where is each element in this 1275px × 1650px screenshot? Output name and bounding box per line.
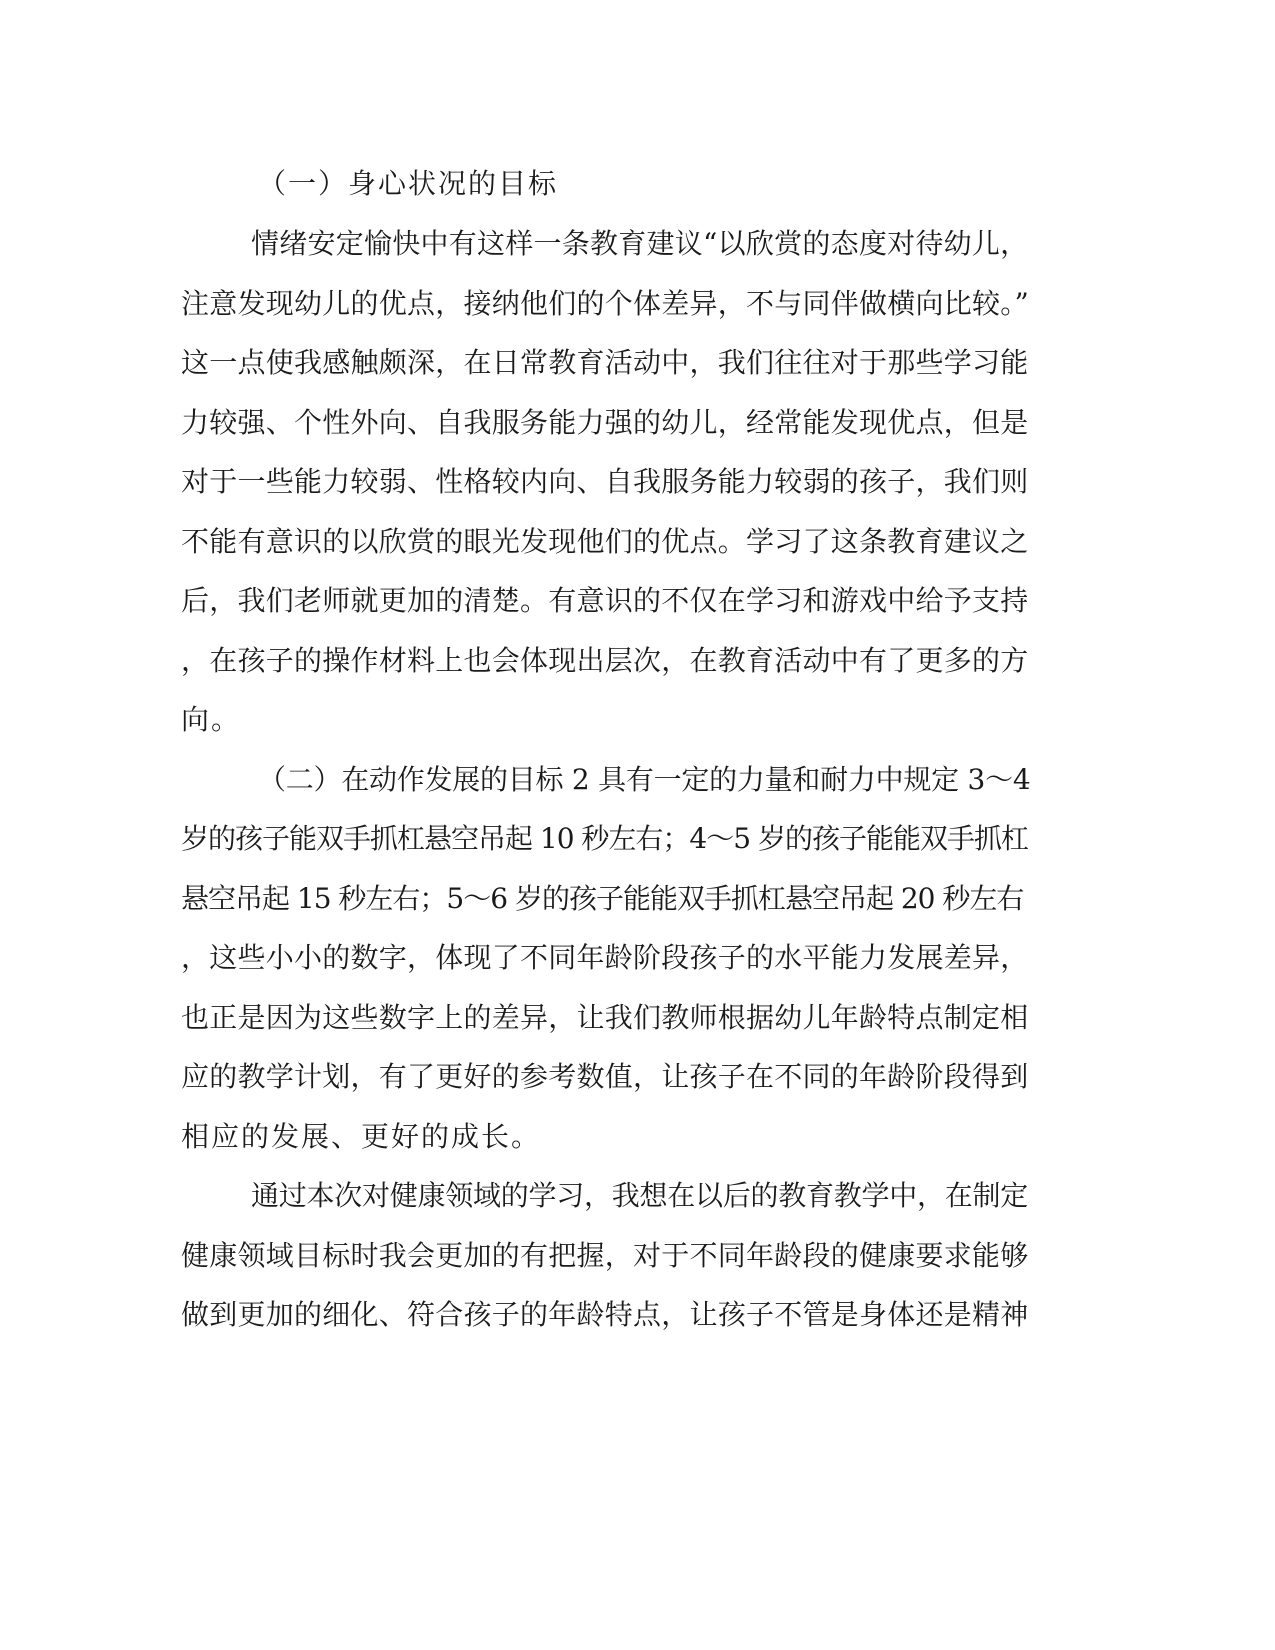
paragraph-line: 向。 bbox=[181, 703, 242, 736]
paragraph-line: （二）在动作发展的目标 2 具有一定的力量和耐力中规定 3～4 bbox=[258, 763, 1031, 796]
section-heading: （一）身心状况的目标 bbox=[258, 167, 559, 200]
paragraph-line: 这一点使我感触颇深，在日常教育活动中，我们往往对于那些学习能 bbox=[181, 346, 1029, 379]
paragraph-line: 不能有意识的以欣赏的眼光发现他们的优点。学习了这条教育建议之 bbox=[181, 525, 1029, 558]
paragraph-line: 悬空吊起 15 秒左右；5～6 岁的孩子能能双手抓杠悬空吊起 20 秒左右 bbox=[181, 882, 1024, 915]
paragraph-line: 对于一些能力较弱、性格较内向、自我服务能力较弱的孩子，我们则 bbox=[181, 465, 1029, 498]
paragraph-line: 通过本次对健康领域的学习，我想在以后的教育教学中，在制定 bbox=[251, 1179, 1029, 1212]
paragraph-line: ，这些小小的数字，体现了不同年龄阶段孩子的水平能力发展差异， bbox=[181, 941, 1029, 974]
paragraph-line: 健康领域目标时我会更加的有把握，对于不同年龄段的健康要求能够 bbox=[181, 1239, 1029, 1272]
paragraph-line: 力较强、个性外向、自我服务能力强的幼儿，经常能发现优点，但是 bbox=[181, 406, 1029, 439]
paragraph-line: 应的教学计划，有了更好的参考数值，让孩子在不同的年龄阶段得到 bbox=[181, 1060, 1029, 1093]
paragraph-line: 注意发现幼儿的优点，接纳他们的个体差异，不与同伴做横向比较。” bbox=[181, 287, 1030, 320]
paragraph-line: ，在孩子的操作材料上也会体现出层次，在教育活动中有了更多的方 bbox=[181, 644, 1029, 677]
paragraph-line: 做到更加的细化、符合孩子的年龄特点，让孩子不管是身体还是精神 bbox=[181, 1298, 1029, 1331]
paragraph-line: 也正是因为这些数字上的差异，让我们教师根据幼儿年龄特点制定相 bbox=[181, 1001, 1029, 1034]
paragraph-line: 岁的孩子能双手抓杠悬空吊起 10 秒左右；4～5 岁的孩子能能双手抓杠 bbox=[181, 822, 1028, 855]
paragraph-line: 情绪安定愉快中有这样一条教育建议“以欣赏的态度对待幼儿， bbox=[251, 227, 1029, 260]
paragraph-line: 相应的发展、更好的成长。 bbox=[181, 1120, 542, 1153]
paragraph-line: 后，我们老师就更加的清楚。有意识的不仅在学习和游戏中给予支持 bbox=[181, 584, 1029, 617]
